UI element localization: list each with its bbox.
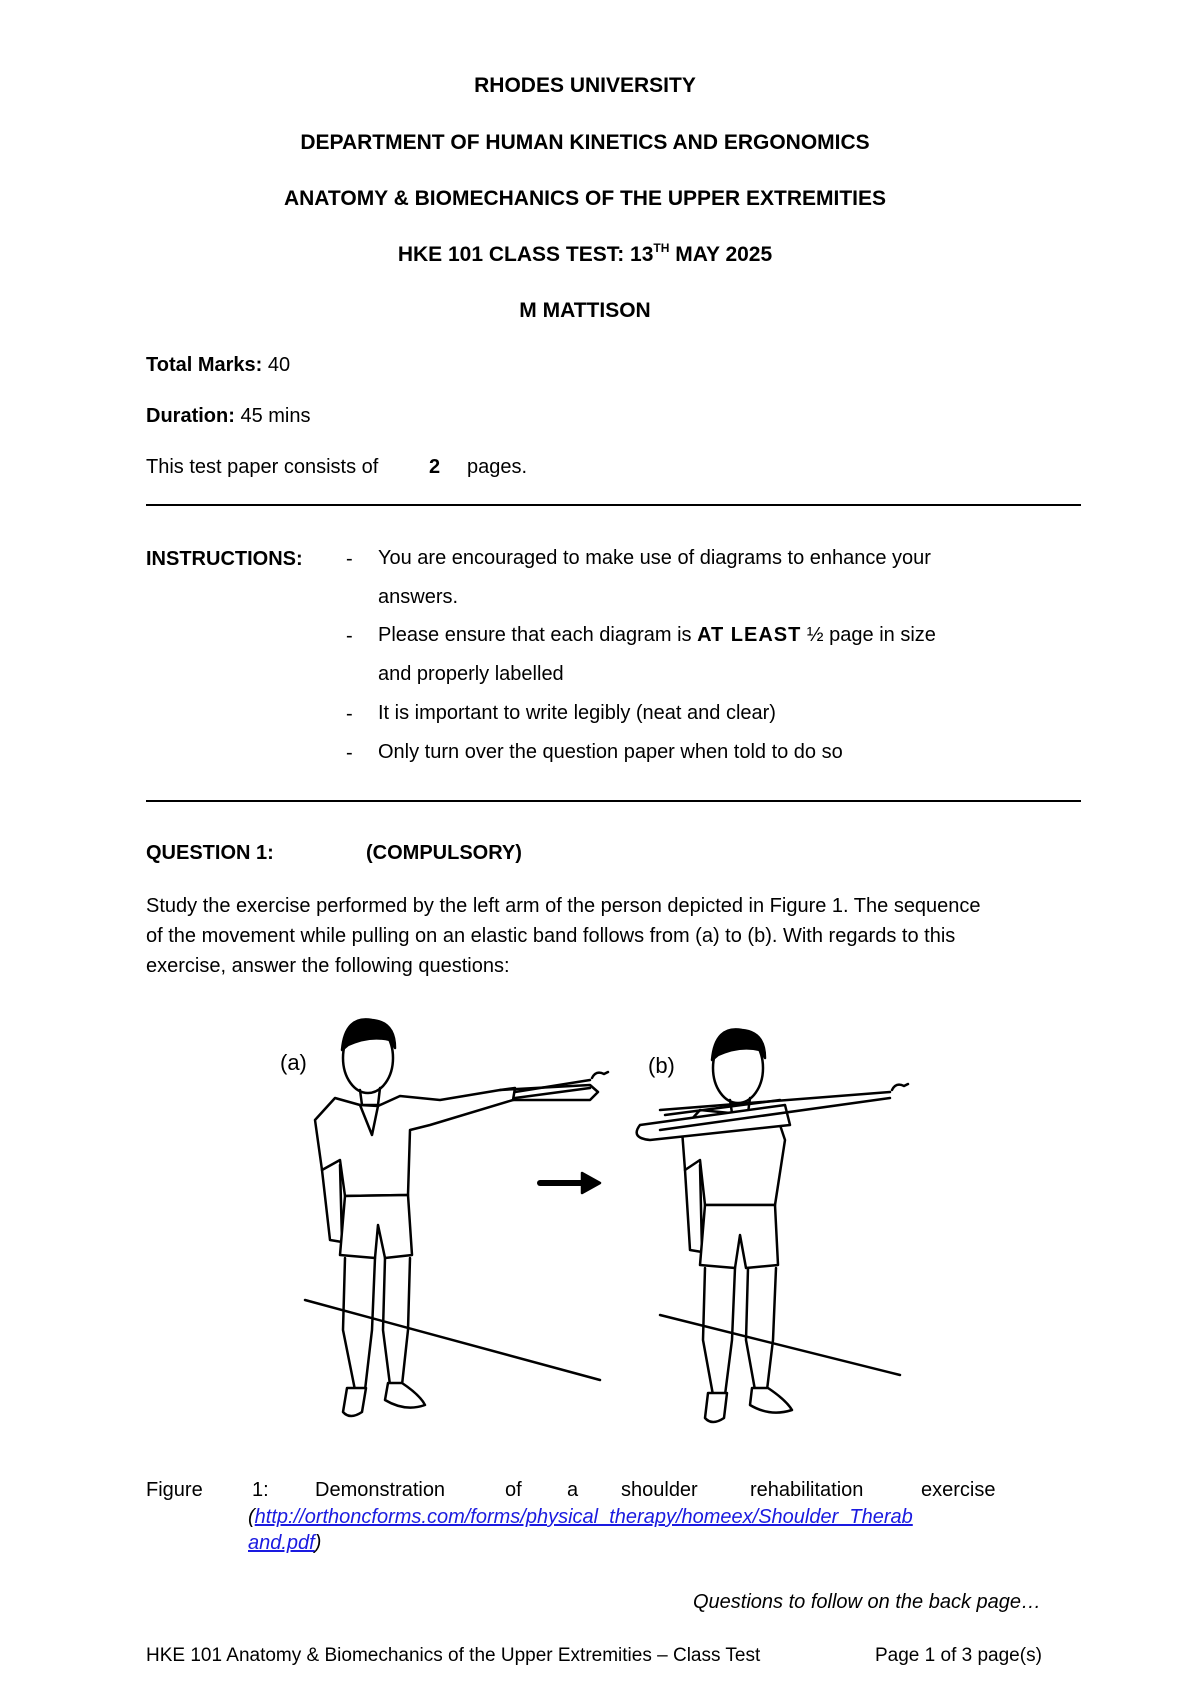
duration-value: 45 mins [234, 405, 311, 427]
figure-caption-word: exercise [921, 1479, 996, 1501]
instruction-2-line2: and properly labelled [378, 663, 564, 685]
figure-label-b: (b) [648, 1053, 675, 1078]
figure-caption-word: 1: [252, 1479, 269, 1501]
caption-paren-open: ( [248, 1506, 255, 1528]
figure-caption-word: Figure [146, 1479, 203, 1501]
pages-info-text: This test paper consists of [146, 456, 379, 478]
source-link-continued[interactable]: and.pdf [248, 1532, 315, 1554]
question-1-body-line3: exercise, answer the following questions: [146, 955, 510, 977]
test-title-prefix: HKE 101 CLASS TEST: 13 [397, 243, 654, 266]
total-marks-value: 40 [262, 354, 291, 376]
total-marks-label: Total Marks: [146, 354, 263, 376]
course-title: ANATOMY & BIOMECHANICS OF THE UPPER EXTREMITIES [283, 187, 887, 210]
bullet-dash: - [346, 742, 353, 764]
bullet-dash: - [346, 703, 353, 725]
figure-caption-word: Demonstration [315, 1479, 446, 1501]
instruction-3: It is important to write legibly (neat and clear) [378, 702, 776, 724]
footer-page-number: Page 1 of 3 page(s) [875, 1645, 1042, 1666]
lecturer-name: M MATTISON [519, 299, 651, 322]
instruction-4: Only turn over the question paper when told to do so [378, 741, 843, 763]
figure-caption-link-line1[interactable] [248, 1506, 913, 1529]
instructions-label: INSTRUCTIONS: [146, 548, 303, 570]
bullet-dash: - [346, 548, 353, 570]
instruction-2-pre: Please ensure that each diagram is [378, 624, 698, 646]
pages-count: 2 [429, 456, 441, 478]
figure-caption-word: shoulder [621, 1479, 698, 1501]
continue-note: Questions to follow on the back page… [693, 1591, 1041, 1613]
sequence-arrow [540, 1173, 600, 1193]
test-title-sup: TH [653, 241, 670, 255]
question-1-tag: (COMPULSORY) [366, 842, 522, 864]
figure-caption-word: a [567, 1479, 579, 1501]
pages-info-suffix: pages. [467, 456, 528, 478]
question-1-body-line1: Study the exercise performed by the left arm of the person depicted in Figure 1. The sequence [146, 895, 981, 917]
test-title-suffix: MAY 2025 [669, 243, 773, 266]
instruction-2-post: ½ page in size [801, 624, 936, 646]
person-a-drawing [305, 1019, 900, 1416]
caption-paren-close: ) [314, 1532, 322, 1554]
department-name: DEPARTMENT OF HUMAN KINETICS AND ERGONOMICS [300, 131, 870, 154]
bullet-dash: - [346, 625, 353, 647]
duration-label: Duration: [146, 405, 235, 427]
figure-caption-word: rehabilitation [750, 1479, 864, 1501]
question-1-body-line2: of the movement while pulling on an elastic band follows from (a) to (b). With regards to this [146, 925, 956, 947]
person-b-drawing [637, 1029, 908, 1422]
figure-label-a: (a) [280, 1050, 307, 1075]
instruction-2-bold: AT LEAST [697, 624, 802, 646]
figure-caption-link-line2[interactable] [248, 1532, 321, 1555]
university-name: RHODES UNIVERSITY [474, 74, 696, 97]
source-link[interactable]: http://orthoncforms.com/forms/physical_therapy/homeex/Shoulder_Therab [254, 1506, 913, 1528]
footer-left: HKE 101 Anatomy & Biomechanics of the Upper Extremities – Class Test [146, 1645, 761, 1666]
instruction-1-line2: answers. [378, 586, 459, 608]
question-1-label: QUESTION 1: [146, 842, 274, 864]
instruction-1-line1: You are encouraged to make use of diagrams to enhance your [378, 547, 931, 569]
figure-caption-word: of [505, 1479, 522, 1501]
